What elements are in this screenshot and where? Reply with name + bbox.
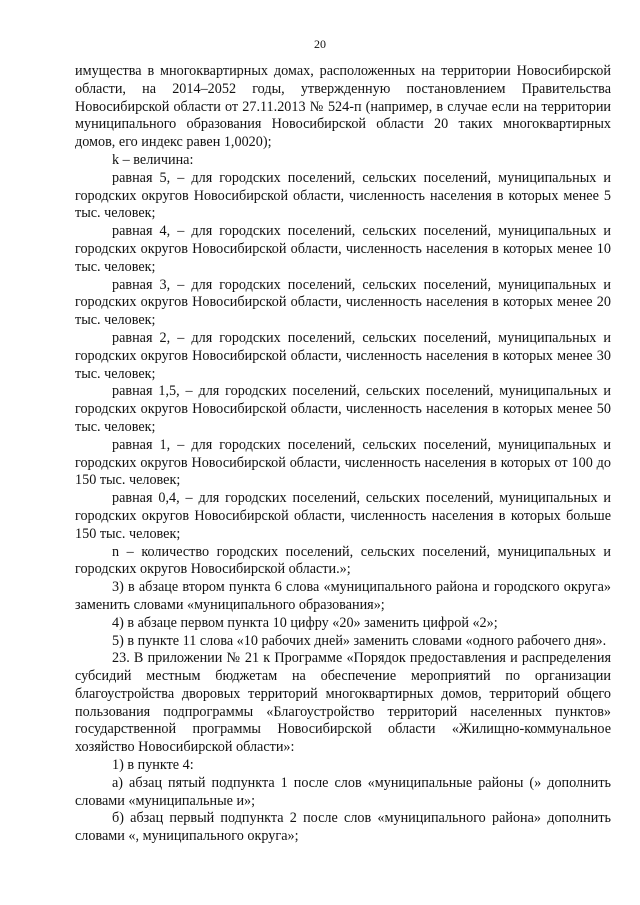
paragraph: 5) в пункте 11 слова «10 рабочих дней» заменить словами «одного рабочего дня». bbox=[112, 632, 607, 649]
paragraph: равная 5, – для городских поселений, сельских поселений, муниципальных и городских округов Новосибирской области, численность населения в которых менее 5 тыс. человек; bbox=[75, 169, 611, 222]
paragraph: имущества в многоквартирных домах, расположенных на территории Новосибирской области, на 2014–2052 годы, утвержденную постановлением Правительства Новосибирской области от 27.11.2013 № 524-п (например, в случае если на территории муниципального образования Новосибирской области 20 таких многоквартирных домов, его индекс равен 1,0020); bbox=[75, 63, 611, 151]
paragraph: n – количество городских поселений, сельских поселений, муниципальных и городских округов Новосибирской области.»; bbox=[75, 543, 611, 578]
paragraph: а) абзац пятый подпункта 1 после слов «муниципальные районы (» дополнить словами «муниципальные и»; bbox=[75, 774, 611, 809]
paragraph: равная 4, – для городских поселений, сельских поселений, муниципальных и городских округов Новосибирской области, численность населения в которых менее 10 тыс. человек; bbox=[75, 223, 611, 275]
paragraph: 1) в пункте 4: bbox=[112, 757, 194, 774]
paragraph: 23. В приложении № 21 к Программе «Порядок предоставления и распределения субсидий местным бюджетам на обеспечение мероприятий по организации благоустройства дворовых территорий многоквартирных домов, территорий общего пользования подпрограммы «Благоустройство территорий населенных пунктов» государственной программы Новосибирской области «Жилищно-коммунальное хозяйство Новосибирской области»: bbox=[75, 650, 611, 756]
paragraph: равная 1, – для городских поселений, сельских поселений, муниципальных и городских округов Новосибирской области, численность населения в которых от 100 до 150 тыс. человек; bbox=[75, 436, 611, 489]
page-number: 20 bbox=[314, 37, 326, 51]
paragraph: равная 0,4, – для городских поселений, сельских поселений, муниципальных и городских округов Новосибирской области, численность населения в которых больше 150 тыс. человек; bbox=[75, 490, 611, 542]
paragraph: равная 3, – для городских поселений, сельских поселений, муниципальных и городских округов Новосибирской области, численность населения в которых менее 20 тыс. человек; bbox=[75, 276, 611, 329]
document-body bbox=[75, 63, 611, 846]
paragraph: 3) в абзаце втором пункта 6 слова «муниципального района и городского округа» заменить словами «муниципального образования»; bbox=[75, 579, 611, 613]
paragraph: k – величина: bbox=[112, 151, 194, 168]
paragraph: б) абзац первый подпункта 2 после слов «муниципального района» дополнить словами «, муниципального округа»; bbox=[75, 810, 611, 845]
paragraph: равная 2, – для городских поселений, сельских поселений, муниципальных и городских округов Новосибирской области, численность населения в которых менее 30 тыс. человек; bbox=[75, 329, 611, 382]
paragraph: равная 1,5, – для городских поселений, сельских поселений, муниципальных и городских округов Новосибирской области, численность населения в которых менее 50 тыс. человек; bbox=[75, 383, 611, 435]
paragraph: 4) в абзаце первом пункта 10 цифру «20» заменить цифрой «2»; bbox=[112, 614, 498, 631]
